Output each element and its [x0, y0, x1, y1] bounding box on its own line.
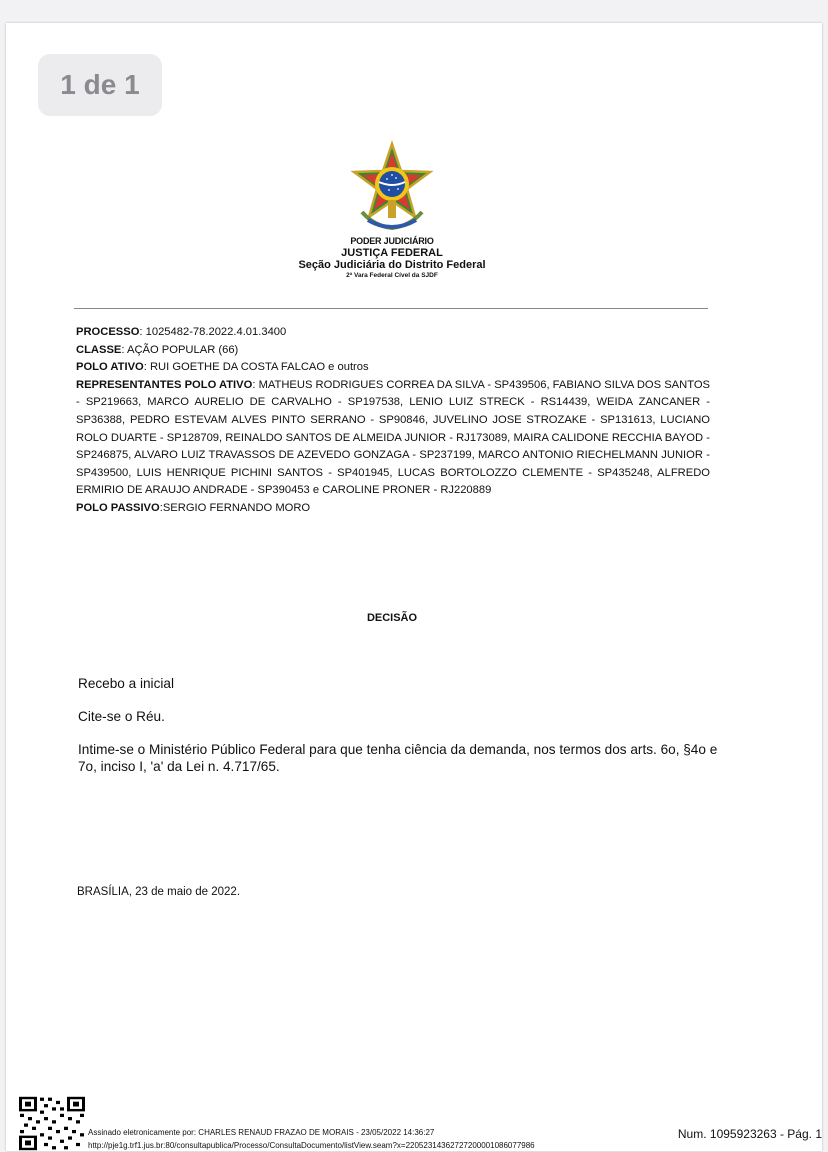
decision-paragraph: Intime-se o Ministério Público Federal para que tenha ciência da demanda, nos termos dos arts. 6o, §4o e 7o, inciso I, 'a' da Lei n. 4.717/65.	[78, 742, 718, 774]
document-number: Num. 1095923263 - Pág. 1	[677, 1127, 822, 1141]
decision-paragraph: Recebo a inicial	[78, 676, 174, 691]
header-vara: 2ª Vara Federal Cível da SJDF	[346, 272, 438, 279]
polo-ativo-row	[76, 359, 710, 377]
classe-label: CLASSE	[76, 343, 122, 356]
classe-value: : AÇÃO POPULAR (66)	[121, 343, 239, 356]
header-justica-federal: JUSTIÇA FEDERAL	[341, 247, 443, 259]
verification-url[interactable]: http://pje1g.trf1.jus.br:80/consultapublica/Processo/ConsultaDocumento/listView.seam?x=22052314362727200001086077986	[88, 1141, 535, 1150]
court-header	[0, 236, 784, 279]
decision-date: BRASÍLIA, 23 de maio de 2022.	[77, 886, 241, 898]
classe-row	[76, 342, 710, 360]
signed-by-text: Assinado eletronicamente por: CHARLES RENAUD FRAZAO DE MORAIS - 23/05/2022 14:36:27	[88, 1128, 435, 1137]
polo-ativo-value: : RUI GOETHE DA COSTA FALCAO e outros	[143, 361, 369, 374]
header-secao-judiciaria: Seção Judiciária do Distrito Federal	[298, 259, 486, 271]
polo-passivo-row	[76, 500, 710, 518]
header-divider	[74, 308, 708, 309]
electronic-signature	[88, 1126, 648, 1152]
decision-body	[78, 675, 718, 791]
case-metadata	[76, 324, 710, 518]
processo-value: : 1025482-78.2022.4.01.3400	[139, 326, 287, 338]
decision-paragraph: Cite-se o Réu.	[78, 709, 165, 724]
header-poder-judiciario: PODER JUDICIÁRIO	[350, 236, 434, 246]
representantes-row	[76, 377, 710, 500]
representantes-value: : MATHEUS RODRIGUES CORREA DA SILVA - SP439506, FABIANO SILVA DOS SANTOS - SP219663, MARCO AURELIO DE CARVALHO - SP197538, LENIO LUIZ STRECK - RS14439, WEIDA ZANCANER - SP36388, PEDRO ESTEVAM ALVES PINTO SERRANO - SP90846, JUVELINO JOSE STROZAKE - SP131613, LUCIANO ROLO DUARTE - SP128709, REINALDO SANTOS DE ALMEIDA JUNIOR - RJ173089, MAIRA CALIDONE RECCHIA BAYOD - SP246875, ALVARO LUIZ TRAVASSOS DE AZEVEDO GONZAGA - SP237199, MARCO ANTONIO RIECHELMANN JUNIOR - SP439500, LUIS HENRIQUE PICHINI SANTOS - SP401945, LUCAS BORTOLOZZO CLEMENTE - SP435248, ALFREDO ERMIRIO DE ARAUJO ANDRADE - SP390453 e CAROLINE PRONER - RJ220889	[76, 378, 710, 497]
representantes-label: REPRESENTANTES POLO ATIVO	[76, 378, 253, 391]
qr-code-icon	[18, 1096, 86, 1151]
page-indicator: 1 de 1	[38, 54, 162, 116]
polo-ativo-label: POLO ATIVO	[76, 361, 144, 374]
processo-row	[76, 324, 710, 342]
polo-passivo-label: POLO PASSIVO	[76, 501, 160, 514]
brazil-coat-of-arms-icon	[348, 140, 436, 236]
decision-title: DECISÃO	[366, 612, 418, 624]
polo-passivo-value: :SERGIO FERNANDO MORO	[159, 501, 311, 514]
processo-label: PROCESSO	[76, 326, 140, 338]
